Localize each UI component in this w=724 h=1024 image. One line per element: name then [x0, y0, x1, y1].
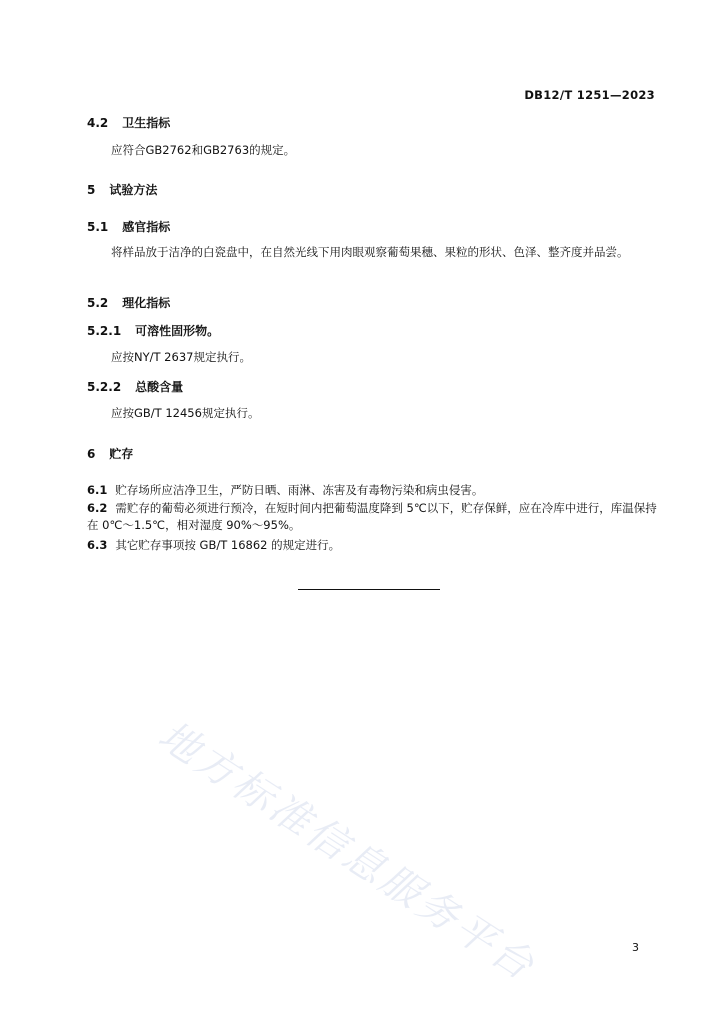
section-title: 感官指标	[122, 220, 171, 234]
section-title: 可溶性固形物。	[135, 324, 220, 338]
section-title: 理化指标	[122, 296, 171, 310]
clause-text: 需贮存的葡萄必须进行预冷，在短时间内把葡萄温度降到 5℃以下，贮存保鲜，应在冷库中进行，库温保持在 0℃～1.5℃，相对湿度 90%～95%。	[87, 501, 657, 532]
section-title: 贮存	[109, 447, 134, 461]
clause-text: 贮存场所应洁净卫生，严防日晒、雨淋、冻害及有毒物污染和病虫侵害。	[115, 483, 484, 497]
section-5-1-text: 将样品放于洁净的白瓷盘中，在自然光线下用肉眼观察葡萄果穗、果粒的形状、色泽、整齐度并品尝。	[111, 245, 629, 259]
section-title: 卫生指标	[122, 116, 171, 130]
clause-6-1	[87, 482, 659, 499]
clause-text: 其它贮存事项按 GB/T 16862 的规定进行。	[115, 538, 341, 552]
watermark: 地方标准信息服务平台	[150, 712, 545, 991]
standard-code: DB12/T 1251—2023	[524, 88, 655, 102]
clause-number: 6.2	[87, 501, 108, 515]
section-5-2-2-text: 应按GB/T 12456规定执行。	[111, 406, 260, 420]
clause-number: 6.1	[87, 483, 108, 497]
end-of-document-rule	[298, 589, 440, 590]
section-number: 5	[87, 183, 96, 197]
section-number: 4.2	[87, 116, 109, 130]
section-4-2-heading	[87, 114, 170, 131]
section-title: 总酸含量	[135, 380, 184, 394]
section-number: 5.1	[87, 220, 109, 234]
section-number: 5.2.2	[87, 380, 122, 394]
section-5-2-2-heading	[87, 378, 183, 395]
section-5-2-1-heading	[87, 322, 219, 339]
section-title: 试验方法	[109, 183, 158, 197]
section-number: 5.2	[87, 296, 109, 310]
section-5-2-heading	[87, 294, 170, 311]
section-6-heading	[87, 445, 133, 462]
clause-6-3	[87, 537, 659, 554]
section-5-heading	[87, 181, 157, 198]
section-number: 6	[87, 447, 96, 461]
clause-number: 6.3	[87, 538, 108, 552]
section-5-2-1-text: 应按NY/T 2637规定执行。	[111, 350, 251, 364]
page-number: 3	[632, 941, 639, 954]
section-4-2-text: 应符合GB2762和GB2763的规定。	[111, 143, 296, 157]
section-5-1-heading	[87, 218, 170, 235]
section-number: 5.2.1	[87, 324, 122, 338]
clause-6-2	[87, 500, 659, 534]
